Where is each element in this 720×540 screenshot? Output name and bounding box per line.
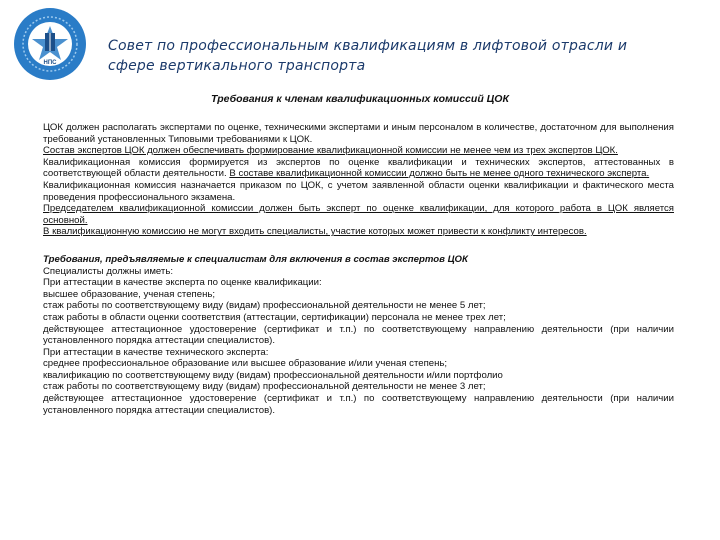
paragraph-text-underlined: В составе квалификационной комиссии должно быть не менее одного технического эксперта. xyxy=(229,168,650,180)
list-line: квалификацию по соответствующему виду (видам) профессиональной деятельности и/или портфолио xyxy=(43,369,503,381)
paragraph: ЦОК должен располагать экспертами по оценке, техническими экспертами и иным персоналом в количестве, достаточном для выполнения требований установленных Типовыми требованиями к ЦОК. xyxy=(43,122,674,145)
organization-logo xyxy=(12,6,88,82)
list-line: При аттестации в качестве технического эксперта: xyxy=(43,346,269,358)
section-subtitle: Требования к членам квалификационных комиссий ЦОК xyxy=(211,93,509,105)
list-line: При аттестации в качестве эксперта по оценке квалификации: xyxy=(43,277,322,289)
list-line: стаж работы по соответствующему виду (видам) профессиональной деятельности не менее 5 лет; xyxy=(43,300,486,312)
page-title: Совет по профессиональным квалификациям в лифтовой отрасли и сфере вертикального транспорта xyxy=(108,38,628,74)
list-line: действующее аттестационное удостоверение (сертификат и т.п.) по соответствующему направлению деятельности (при наличии установленного порядка аттестации специалистов). xyxy=(43,393,674,416)
paragraph xyxy=(43,157,674,180)
list-line: действующее аттестационное удостоверение (сертификат и т.п.) по соответствующему направлению деятельности (при наличии установленного порядка аттестации специалистов). xyxy=(43,323,674,347)
paragraph: Председателем квалификационной комиссии должен быть эксперт по оценке квалификации, для которого работа в ЦОК является основной. xyxy=(43,203,674,226)
paragraph: В квалификационную комиссию не могут входить специалисты, участие которых может привести к конфликту интересов. xyxy=(43,226,587,238)
list-line: среднее профессиональное образование или высшее образование и/или ученая степень; xyxy=(43,358,448,370)
logo-center-label: НПС xyxy=(43,60,57,66)
list-line: стаж работы по соответствующему виду (видам) профессиональной деятельности не менее 3 лет; xyxy=(43,381,486,393)
paragraph: Квалификационная комиссия назначается приказом по ЦОК, с учетом заявленной области оценки квалификации и фактического места проведения профессионального экзамена. xyxy=(43,179,674,203)
document-body xyxy=(43,122,674,416)
section-heading: Требования, предъявляемые к специалистам для включения в состав экспертов ЦОК xyxy=(43,253,468,265)
paragraph: Состав экспертов ЦОК должен обеспечивать формирование квалификационной комиссии не менее чем из трех экспертов ЦОК. xyxy=(43,145,618,157)
list-line: стаж работы в области оценки соответствия (аттестации, сертификации) персонала не менее трех лет; xyxy=(43,311,506,323)
paragraph-text: Квалификационная комиссия формируется из экспертов по оценке квалификации и технических экспертов, аттестованных в соответствующей области деятельности. xyxy=(43,156,674,180)
list-line: Специалисты должны иметь: xyxy=(43,265,173,277)
list-line: высшее образование, ученая степень; xyxy=(43,288,216,300)
